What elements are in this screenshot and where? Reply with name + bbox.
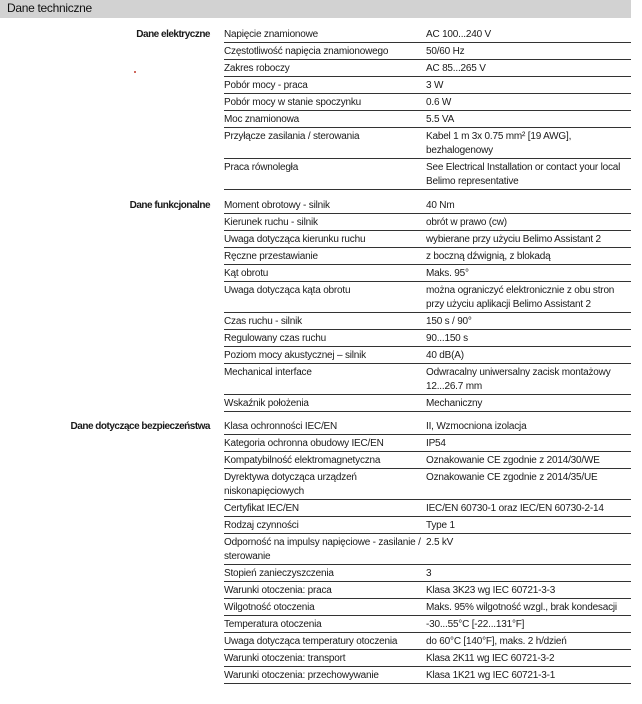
table-row [224, 650, 631, 667]
table-row [224, 94, 631, 111]
spec-table [224, 26, 631, 190]
table-row [224, 330, 631, 347]
spec-value: można ograniczyć elektronicznie z obu stron przy użyciu aplikacji Belimo Assistant 2 [426, 285, 615, 310]
spec-table [224, 197, 631, 412]
spec-value: 40 Nm [426, 200, 455, 211]
table-row [224, 418, 631, 435]
table-row [224, 452, 631, 469]
spec-value: Oznakowanie CE zgodnie z 2014/35/UE [426, 472, 598, 483]
table-row [224, 214, 631, 231]
table-row [224, 159, 631, 190]
spec-key: Certyfikat IEC/EN [224, 503, 299, 514]
table-row [224, 599, 631, 616]
spec-key: Pobór mocy w stanie spoczynku [224, 97, 362, 108]
spec-key: Uwaga dotycząca kierunku ruchu [224, 234, 366, 245]
spec-value: IP54 [426, 438, 446, 449]
table-row [224, 26, 631, 43]
spec-value: 40 dB(A) [426, 350, 464, 361]
table-row [224, 435, 631, 452]
spec-value: 150 s / 90° [426, 316, 472, 327]
spec-key: Napięcie znamionowe [224, 29, 319, 40]
spec-value: -30...55°C [-22...131°F] [426, 619, 525, 630]
spec-value: 50/60 Hz [426, 46, 465, 57]
spec-key: Poziom mocy akustycznej – silnik [224, 350, 366, 361]
section-header [0, 0, 631, 18]
spec-key: Warunki otoczenia: praca [224, 585, 332, 596]
spec-key: Rodzaj czynności [224, 520, 299, 531]
spec-key: Praca równoległa [224, 162, 299, 173]
group-label: Dane elektryczne [136, 29, 210, 40]
spec-value: Mechaniczny [426, 398, 483, 409]
spec-key: Czas ruchu - silnik [224, 316, 302, 327]
table-row [224, 364, 631, 395]
spec-value: 5.5 VA [426, 114, 455, 125]
spec-value: Type 1 [426, 520, 455, 531]
spec-value: wybierane przy użyciu Belimo Assistant 2 [426, 234, 601, 245]
spec-value: IEC/EN 60730-1 oraz IEC/EN 60730-2-14 [426, 503, 604, 514]
spec-value: Klasa 2K11 wg IEC 60721-3-2 [426, 653, 555, 664]
section-title: Dane techniczne [7, 1, 92, 15]
table-row [224, 313, 631, 330]
table-row [224, 265, 631, 282]
table-row [224, 534, 631, 565]
spec-value: 2.5 kV [426, 537, 454, 548]
table-row [224, 282, 631, 313]
table-row [224, 633, 631, 650]
table-row [224, 500, 631, 517]
spec-value: See Electrical Installation or contact your local Belimo representative [426, 162, 621, 187]
spec-key: Temperatura otoczenia [224, 619, 322, 630]
spec-key: Zakres roboczy [224, 63, 290, 74]
table-row [224, 197, 631, 214]
spec-key: Uwaga dotycząca temperatury otoczenia [224, 636, 398, 647]
table-row [224, 517, 631, 534]
spec-value: Kabel 1 m 3x 0.75 mm² [19 AWG], bezhalogenowy [426, 131, 572, 156]
spec-key: Pobór mocy - praca [224, 80, 308, 91]
table-row [224, 582, 631, 599]
spec-key: Regulowany czas ruchu [224, 333, 326, 344]
spec-key: Częstotliwość napięcia znamionowego [224, 46, 389, 57]
spec-key: Wilgotność otoczenia [224, 602, 315, 613]
spec-table [224, 418, 631, 684]
table-row [224, 616, 631, 633]
spec-key: Przyłącze zasilania / sterowania [224, 131, 360, 142]
table-row [224, 128, 631, 159]
spec-value: AC 100...240 V [426, 29, 492, 40]
spec-key: Mechanical interface [224, 367, 312, 378]
spec-key: Odporność na impulsy napięciowe - zasilanie / sterowanie [224, 537, 421, 562]
spec-key: Uwaga dotycząca kąta obrotu [224, 285, 351, 296]
spec-key: Warunki otoczenia: transport [224, 653, 346, 664]
spec-value: Maks. 95% wilgotność wzgl., brak kondesacji [426, 602, 617, 613]
spec-value: 3 [426, 568, 432, 579]
spec-key: Wskaźnik położenia [224, 398, 309, 409]
spec-value: AC 85...265 V [426, 63, 486, 74]
spec-value: obrót w prawo (cw) [426, 217, 507, 228]
table-row [224, 77, 631, 94]
group-label: Dane dotyczące bezpieczeństwa [70, 421, 210, 432]
spec-key: Kompatybilność elektromagnetyczna [224, 455, 381, 466]
spec-key: Kierunek ruchu - silnik [224, 217, 318, 228]
spec-value: do 60°C [140°F], maks. 2 h/dzień [426, 636, 567, 647]
spec-key: Kąt obrotu [224, 268, 269, 279]
spec-key: Ręczne przestawianie [224, 251, 318, 262]
spec-value: Oznakowanie CE zgodnie z 2014/30/WE [426, 455, 600, 466]
spec-key: Kategoria ochronna obudowy IEC/EN [224, 438, 384, 449]
spec-key: Moment obrotowy - silnik [224, 200, 330, 211]
spec-key: Moc znamionowa [224, 114, 300, 125]
table-row [224, 43, 631, 60]
spec-value: II, Wzmocniona izolacja [426, 421, 527, 432]
spec-value: Klasa 3K23 wg IEC 60721-3-3 [426, 585, 556, 596]
spec-value: Odwracalny uniwersalny zacisk montażowy 12...26.7 mm [426, 367, 611, 392]
spec-value: Klasa 1K21 wg IEC 60721-3-1 [426, 670, 556, 681]
spec-value: 90...150 s [426, 333, 468, 344]
stray-dot [134, 71, 136, 73]
table-row [224, 395, 631, 412]
table-row [224, 60, 631, 77]
table-row [224, 565, 631, 582]
table-row [224, 347, 631, 364]
spec-key: Warunki otoczenia: przechowywanie [224, 670, 379, 681]
table-row [224, 248, 631, 265]
table-row [224, 111, 631, 128]
spec-key: Dyrektywa dotycząca urządzeń niskonapięciowych [224, 472, 357, 497]
group-label: Dane funkcjonalne [129, 200, 210, 211]
table-row [224, 469, 631, 500]
spec-value: 3 W [426, 80, 444, 91]
spec-key: Klasa ochronności IEC/EN [224, 421, 338, 432]
spec-key: Stopień zanieczyszczenia [224, 568, 334, 579]
spec-value: z boczną dźwignią, z blokadą [426, 251, 551, 262]
spec-value: 0.6 W [426, 97, 452, 108]
table-row [224, 667, 631, 684]
table-row [224, 231, 631, 248]
spec-value: Maks. 95° [426, 268, 469, 279]
